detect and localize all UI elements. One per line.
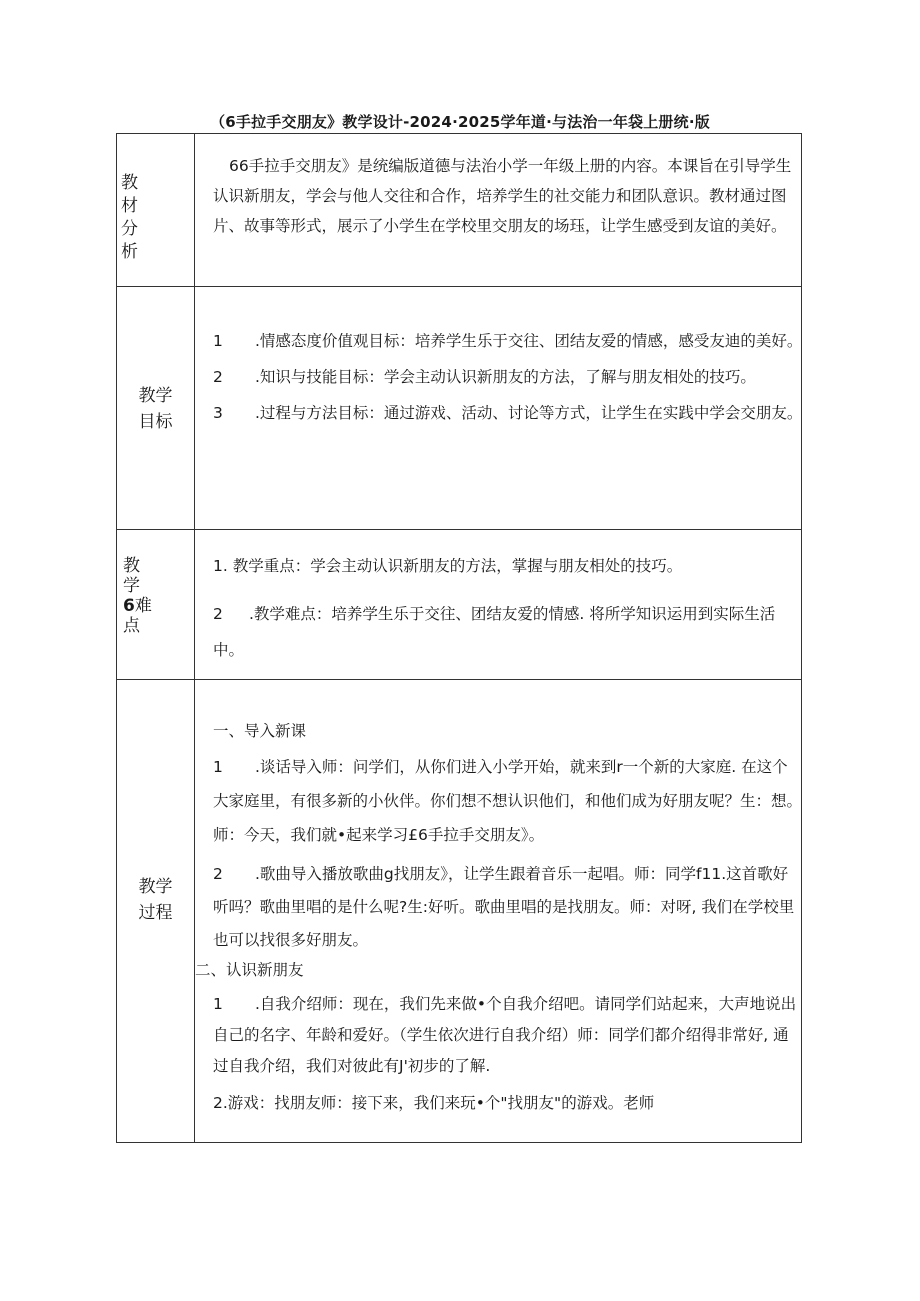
row-key-points [117,530,801,680]
row-teaching-goals [117,287,801,530]
key-point-item: 1. 教学重点：学会主动认识新朋友的方法，掌握与朋友相处的技巧。 [213,557,683,575]
column-divider [194,680,195,1142]
row-teaching-process [117,680,801,1142]
lesson-plan-table [116,133,802,1143]
process-paragraph: 2.游戏：找朋友师：接下来，我们来玩•个"找朋友"的游戏。老师 [213,1094,655,1112]
goal-item: 2 .知识与技能目标：学会主动认识新朋友的方法，了解与朋友相处的技巧。 [213,368,756,386]
label-key-points: 教 学 6难 点 [123,556,152,636]
column-divider [194,530,195,679]
document-title: （6手拉手交朋友》教学设计-2024·2025学年道·与法治一年袋上册统·版 [210,113,710,131]
teaching-process-text [195,714,803,1120]
column-divider [194,134,195,286]
section-heading: 二、认识新朋友 [195,961,304,979]
section-heading: 一、导入新课 [213,722,307,740]
process-paragraph: 2 .歌曲导入播放歌曲g找朋友》，让学生跟着音乐一起唱。师：同学f11.这首歌好听吗？歌曲里唱的是什么呢?生:好听。歌曲里唱的是找朋友。师：对呀, 我们在学校里也可以找很多好朋友。 [213,865,795,949]
key-point-item: 2 .教学难点：培养学生乐于交往、团结友爱的情感. 将所学知识运用到实际生活中。 [213,605,776,659]
label-material-analysis: 教 材 分 析 [121,173,138,262]
teaching-goals-list [213,323,803,431]
material-analysis-text: 66手拉手交朋友》是统编版道德与法治小学一年级上册的内容。本课旨在引导学生认识新朋友，学会与他人交往和合作，培养学生的社交能力和团队意识。教材通过图片、故事等形式，展示了小学生在学校里交朋友的场珏，让学生感受到友谊的美好。 [213,157,792,235]
process-paragraph: 1 .自我介绍师：现在，我们先来做•个自我介绍吧。请同学们站起来，大声地说出自己的名字、年龄和爱好。（学生依次进行自我介绍）师：同学们都介绍得非常好, 通过自我介绍，我们对彼此有J'初步的了解. [213,995,797,1075]
process-paragraph: 1 .谈话导入师：问学们，从你们进入小学开始，就来到r一个新的大家庭. 在这个大家庭里，有很多新的小伙伴。你们想不想认识他们，和他们成为好朋友呢？生：想。师：今天，我们就•起来学习£6手拉手交朋友》。 [213,758,803,844]
goal-item: 3 .过程与方法目标：通过游戏、活动、讨论等方式，让学生在实践中学会交朋友。 [213,404,803,422]
key-points-text [213,548,803,668]
label-teaching-goals: 教学 目标 [138,386,173,432]
goal-item: 1 .情感态度价值观目标：培养学生乐于交往、团结友爱的情感，感受友迪的美好。 [213,332,803,350]
label-teaching-process: 教学 过程 [138,877,173,923]
row-material-analysis [117,134,801,287]
column-divider [194,287,195,529]
